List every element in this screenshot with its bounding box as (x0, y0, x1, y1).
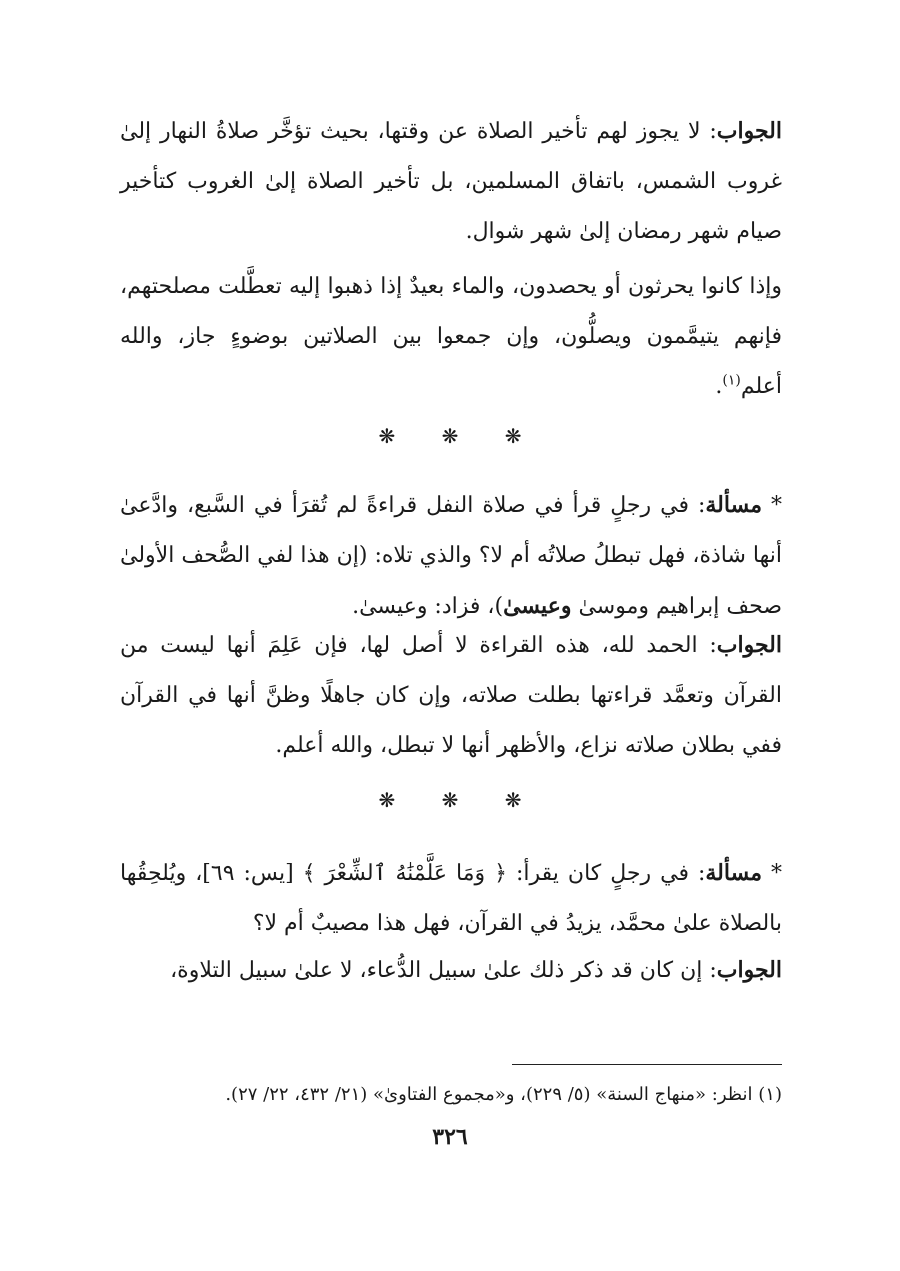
answer-label: الجواب (716, 118, 782, 144)
answer-label: الجواب (716, 632, 782, 658)
footnote-divider (512, 1064, 782, 1065)
answer-text: : لا يجوز لهم تأخير الصلاة عن وقتها، بحيث تؤخَّر صلاةُ النهار إلىٰ غروب الشمس، باتفاق المسلمين، بل تأخير الصلاة إلىٰ الغروب كتأخير صيام شهر رمضان إلىٰ شهر شوال. (120, 119, 782, 244)
separator-star: ❋ (378, 424, 396, 448)
answer-paragraph-2 (120, 620, 782, 771)
question-paragraph-2 (120, 480, 782, 632)
section-separator (0, 788, 900, 812)
body-text: وإذا كانوا يحرثون أو يحصدون، والماء بعيدٌ إذا ذهبوا إليه تعطَّلت مصلحتهم، فإنهم يتيمَّمون ويصلُّون، وإن جمعوا بين الصلاتين بوضوءٍ جاز، والله أعلم (120, 274, 782, 399)
section-separator (0, 424, 900, 448)
answer-paragraph-3 (120, 945, 782, 996)
question-paragraph-3 (120, 848, 782, 949)
separator-star: ❋ (441, 424, 459, 448)
question-text-tail: )، فزاد: وعيسىٰ. (352, 594, 504, 619)
question-bold-word: وعيسىٰ (503, 593, 572, 619)
footnote: (١) انظر: «منهاج السنة» (٥/ ٢٢٩)، و«مجموع الفتاوىٰ» (٢١/ ٤٣٢، ٢٢/ ٢٧). (225, 1084, 782, 1105)
answer-text: : الحمد لله، هذه القراءة لا أصل لها، فإن عَلِمَ أنها ليست من القرآن وتعمَّد قراءتها بطلت صلاته، وإن كان جاهلًا وظنَّ أنها في القرآن ففي بطلان صلاته نزاع، والأظهر أنها لا تبطل، والله أعلم. (120, 633, 782, 758)
page-number: ٣٢٦ (432, 1124, 468, 1150)
body-text-end: . (715, 374, 723, 399)
question-marker: * (762, 861, 782, 886)
question-text: : في رجلٍ قرأ في صلاة النفل قراءةً لم تُقرَأ في السَّبع، وادَّعىٰ أنها شاذة، فهل تبطلُ صلاتُه أم لا؟ والذي تلاه: (إن هذا لفي الصُّحف الأولىٰ صحف إبراهيم وموسىٰ (120, 493, 783, 619)
answer-label: الجواب (716, 957, 782, 983)
separator-star: ❋ (441, 788, 459, 812)
question-label: مسألة (705, 492, 763, 518)
body-paragraph-2 (120, 262, 782, 412)
question-label: مسألة (705, 860, 762, 886)
separator-star: ❋ (378, 788, 396, 812)
question-text: : في رجلٍ كان يقرأ: ﴿ وَمَا عَلَّمْنَٰهُ ٱلشِّعْرَ ﴾ [يس: ٦٩]، ويُلحِقُها بالصلاة علىٰ محمَّد، يزيدُ في القرآن، فهل هذا مصيبٌ أم لا؟ (120, 861, 782, 936)
footnote-ref: (١) (722, 372, 741, 389)
answer-paragraph-1 (120, 106, 782, 257)
separator-star: ❋ (504, 788, 522, 812)
question-marker: * (762, 493, 782, 518)
answer-text: : إن كان قد ذكر ذلك علىٰ سبيل الدُّعاء، لا علىٰ سبيل التلاوة، (170, 958, 717, 983)
separator-star: ❋ (504, 424, 522, 448)
